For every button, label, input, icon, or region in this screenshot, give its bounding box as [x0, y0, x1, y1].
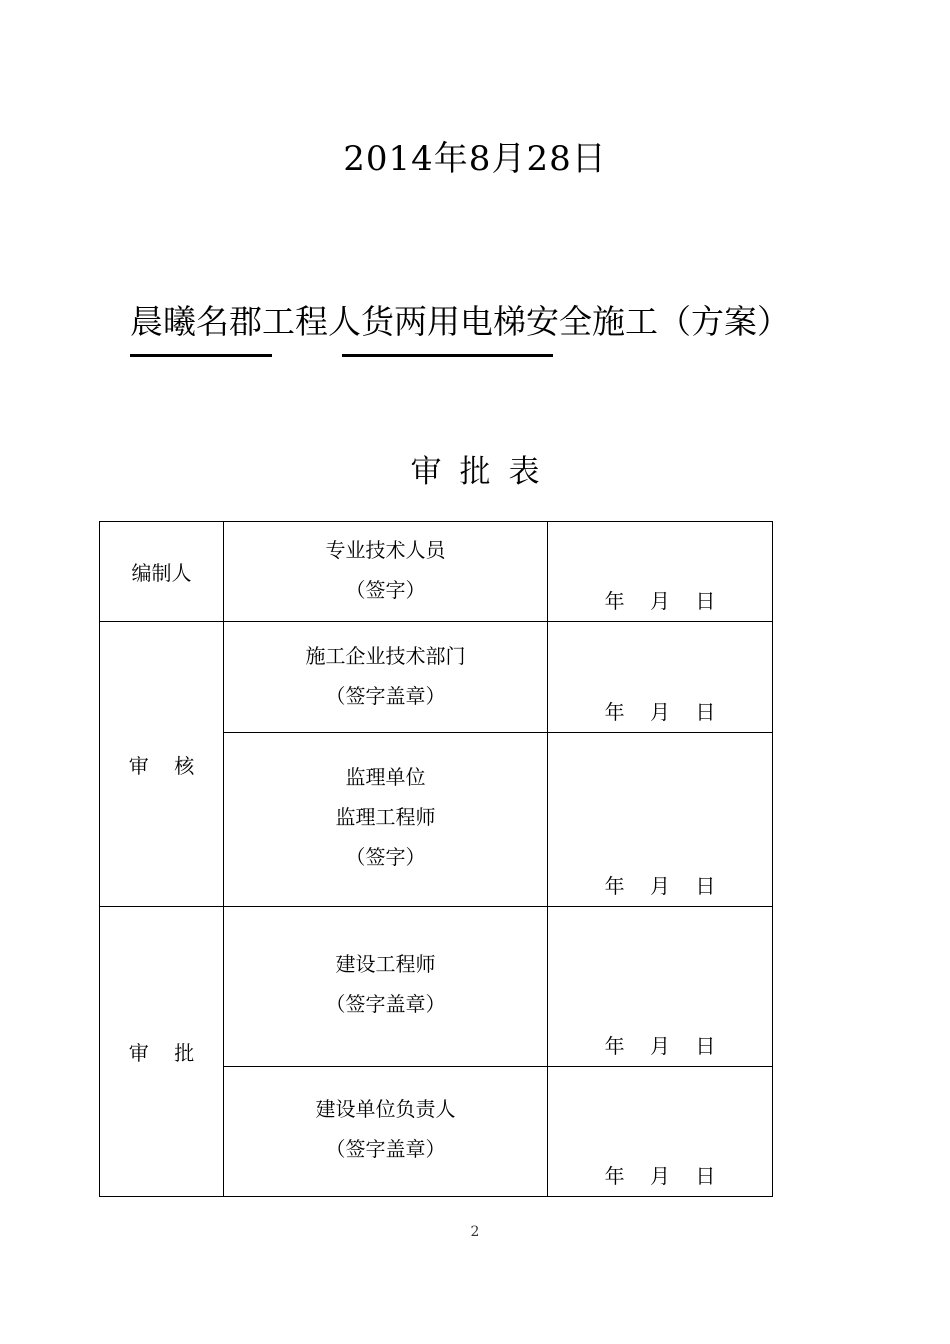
project-title: 晨曦名郡工程人货两用电梯安全施工（方案）: [130, 302, 790, 341]
row-label-review: [100, 622, 224, 907]
role-line: （签字盖章）: [325, 992, 446, 1016]
signature-date-cell[interactable]: [548, 733, 773, 907]
role-line: 建设单位负责人: [315, 1097, 456, 1121]
form-title: 审批表: [410, 454, 558, 490]
role-line: （签字）: [345, 845, 426, 869]
role-cell-construction-engineer: [224, 907, 548, 1067]
row-label-approval: [100, 907, 224, 1197]
date-line: 年 月 日: [604, 700, 716, 724]
role-cell-technician: [224, 522, 548, 622]
role-cell-tech-department: [224, 622, 548, 733]
role-cell-supervising-engineer: [224, 733, 548, 907]
signature-date-cell[interactable]: [548, 622, 773, 733]
role-line: （签字盖章）: [325, 1137, 446, 1161]
row-label-preparer: [100, 522, 224, 622]
role-cell-owner-representative: [224, 1067, 548, 1197]
document-date: 2014年8月28日: [343, 139, 607, 179]
signature-date-cell[interactable]: [548, 1067, 773, 1197]
role-line: 专业技术人员: [325, 538, 446, 562]
role-line: 建设工程师: [335, 952, 436, 976]
signature-date-cell[interactable]: [548, 522, 773, 622]
row-label-text: 编制人: [131, 561, 192, 585]
row-label-text: 审 批: [128, 1041, 195, 1065]
approval-table: [99, 521, 773, 1197]
date-line: 年 月 日: [604, 1034, 716, 1058]
date-line: 年 月 日: [604, 874, 716, 898]
title-underline-left: [130, 354, 272, 357]
title-underline-right: [342, 354, 553, 357]
date-line: 年 月 日: [604, 1164, 716, 1188]
row-label-text: 审 核: [128, 753, 195, 778]
role-line: 施工企业技术部门: [305, 644, 466, 668]
role-line: （签字盖章）: [325, 684, 446, 708]
signature-date-cell[interactable]: [548, 907, 773, 1067]
role-line: （签字）: [345, 578, 426, 602]
role-line: 监理工程师: [335, 805, 436, 829]
table-row-review-company: [100, 622, 773, 733]
page-number: 2: [470, 1224, 480, 1240]
date-line: 年 月 日: [604, 589, 716, 613]
role-line: 监理单位: [345, 765, 426, 789]
table-row-approval-engineer: [100, 907, 773, 1067]
table-row-preparer: [100, 522, 773, 622]
